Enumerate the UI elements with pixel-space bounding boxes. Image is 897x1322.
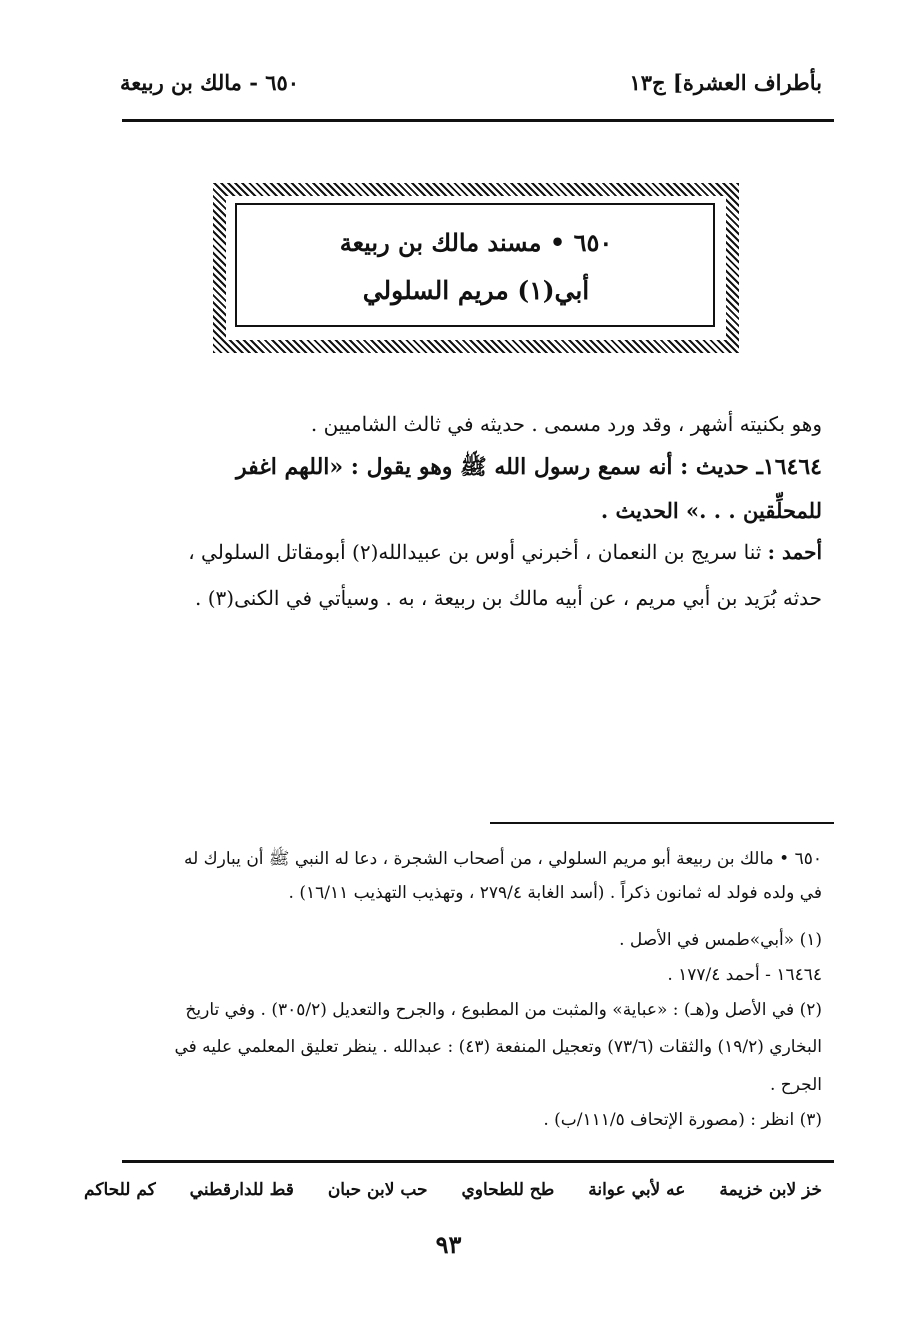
- inner-border: [235, 203, 715, 327]
- abbreviation-key: [56, 1180, 822, 1200]
- bottom-rule: [122, 1160, 834, 1163]
- footnote-line: الجرح .: [769, 1075, 822, 1095]
- hadith-heading: ١٦٤٦٤ـ حديث : أنه سمع رسول الله ﷺ وهو يقول : «اللهم اغفر: [235, 454, 822, 480]
- abbreviation: خز لابن خزيمة: [719, 1180, 822, 1200]
- abbreviation: كم للحاكم: [84, 1180, 156, 1200]
- isnad-text: ثنا سريج بن النعمان ، أخبرني أوس بن عبيدالله(٢) أبومقاتل السلولي ،: [188, 540, 762, 564]
- isnad-source: أحمد :: [767, 540, 822, 564]
- isnad-line: [188, 540, 822, 564]
- abbreviation: عه لأبي عوانة: [588, 1180, 686, 1200]
- footnote-line: (٢) في الأصل و(هـ) : «عباية» والمثبت من المطبوع ، والجرح والتعديل (٣٠٥/٢) . وفي تاريخ: [185, 1000, 822, 1020]
- footnote-line: (٣) انظر : (مصورة الإتحاف ١١١/٥/ب) .: [543, 1110, 822, 1130]
- section-title: ٦٥٠ • مسند مالك بن ربيعة: [339, 228, 613, 257]
- section-subtitle: أبي(١) مريم السلولي: [362, 276, 590, 305]
- running-header-left: ٦٥٠ - مالك بن ربيعة: [120, 70, 300, 95]
- footnote-rule: [490, 822, 834, 824]
- running-header-right: بأطراف العشرة] ج١٣: [629, 70, 822, 95]
- footnote-line: ١٦٤٦٤ - أحمد ١٧٧/٤ .: [667, 965, 822, 985]
- abbreviation: قط للدارقطني: [189, 1180, 294, 1200]
- hadith-heading-cont: للمحلِّقين . . .» الحديث .: [600, 498, 822, 523]
- header-rule: [122, 119, 834, 122]
- title-frame: [213, 183, 739, 353]
- footnote-line: ٦٥٠ • مالك بن ربيعة أبو مريم السلولي ، من أصحاب الشجرة ، دعا له النبي ﷺ أن يبارك له: [183, 849, 822, 869]
- body-line-1: وهو بكنيته أشهر ، وقد ورد مسمى . حديثه في ثالث الشاميين .: [310, 412, 822, 436]
- footnote-line: في ولده فولد له ثمانون ذكراً . (أسد الغابة ٢٧٩/٤ ، وتهذيب التهذيب ١٦/١١) .: [288, 883, 822, 903]
- footnote-line: البخاري (١٩/٢) والثقات (٧٣/٦) وتعجيل المنفعة (٤٣) : عبدالله . ينظر تعليق المعلمي عليه في: [174, 1037, 822, 1057]
- isnad-line-cont: حدثه بُرَيد بن أبي مريم ، عن أبيه مالك بن ربيعة ، به . وسيأتي في الكنى(٣) .: [194, 586, 822, 610]
- abbreviation: حب لابن حبان: [327, 1180, 428, 1200]
- abbreviation: طح للطحاوي: [461, 1180, 555, 1200]
- page-number: ٩٣: [435, 1230, 462, 1259]
- footnote-line: (١) «أبي»طمس في الأصل .: [619, 930, 822, 950]
